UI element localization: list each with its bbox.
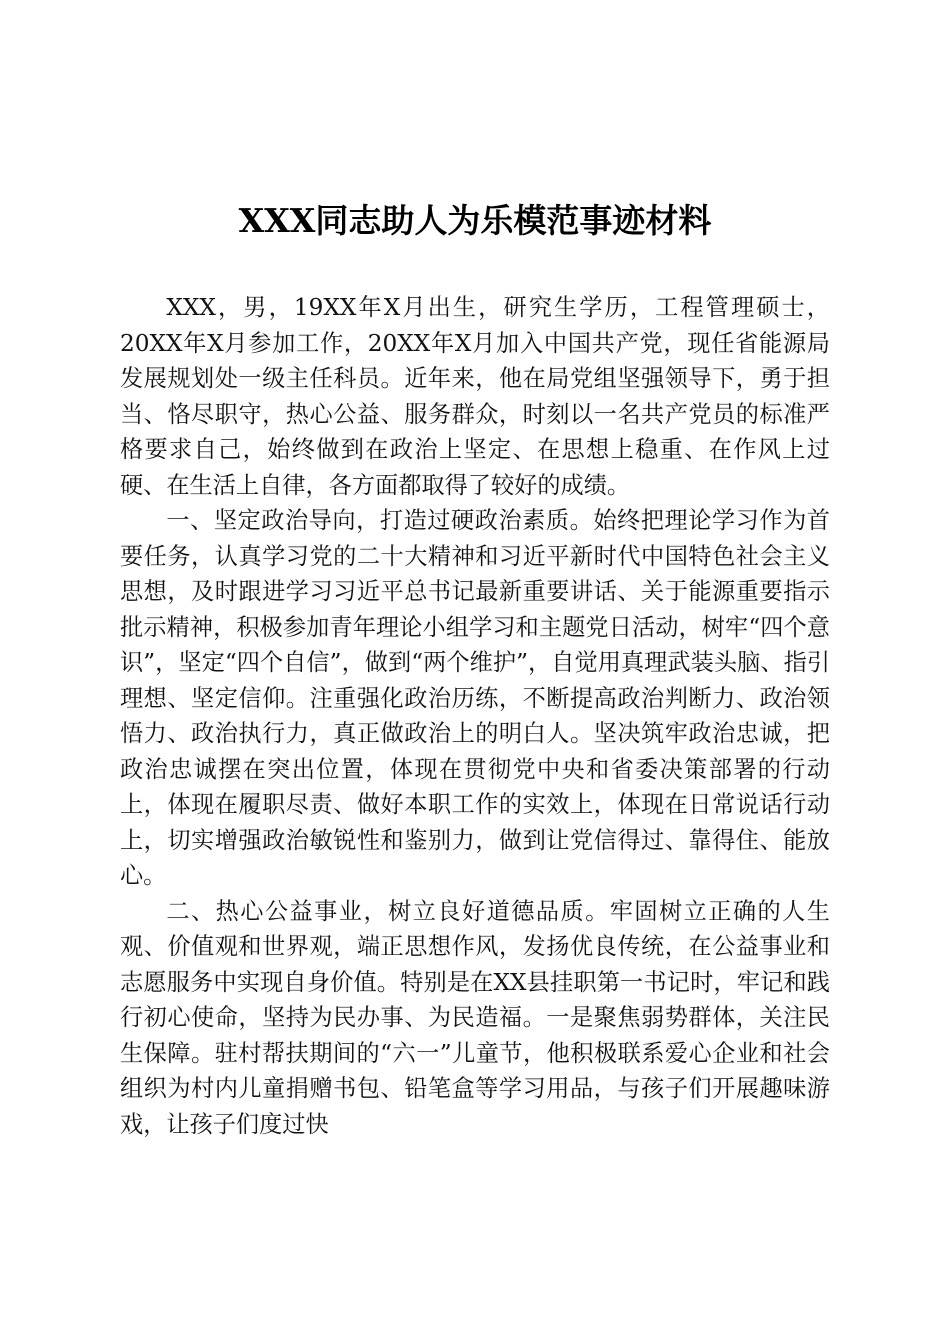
paragraph-intro: XXX，男，19XX年X月出生，研究生学历，工程管理硕士，20XX年X月参加工作，20XX年X月加入中国共产党，现任省能源局发展规划处一级主任科员。近年来，他在局党组坚强领导下，勇于担当、恪尽职守，热心公益、服务群众，时刻以一名共产党员的标准严格要求自己，始终做到在政治上坚定、在思想上稳重、在作风上过硬、在生活上自律，各方面都取得了较好的成绩。 [120,294,830,499]
paragraph-section-one: 一、坚定政治导向，打造过硬政治素质。始终把理论学习作为首要任务，认真学习党的二十大精神和习近平新时代中国特色社会主义思想，及时跟进学习习近平总书记最新重要讲话、关于能源重要指示批示精神，积极参加青年理论小组学习和主题党日活动，树牢“四个意识”，坚定“四个自信”，做到“两个维护”，自觉用真理武装头脑、指引理想、坚定信仰。注重强化政治历练，不断提高政治判断力、政治领悟力、政治执行力，真正做政治上的明白人。坚决筑牢政治忠诚，把政治忠诚摆在突出位置，体现在贯彻党中央和省委决策部署的行动上，体现在履职尽责、做好本职工作的实效上，体现在日常说话行动上，切实增强政治敏锐性和鉴别力，做到让党信得过、靠得住、能放心。 [120,507,830,889]
document-title: XXX同志助人为乐模范事迹材料 [238,201,712,240]
document-body [120,290,830,1142]
paragraph-section-two: 二、热心公益事业，树立良好道德品质。牢固树立正确的人生观、价值观和世界观，端正思想作风，发扬优良传统，在公益事业和志愿服务中实现自身价值。特别是在XX县挂职第一书记时，牢记和践行初心使命，坚持为民办事、为民造福。一是聚焦弱势群体，关注民生保障。驻村帮扶期间的“六一”儿童节，他积极联系爱心企业和社会组织为村内儿童捐赠书包、铅笔盒等学习用品，与孩子们开展趣味游戏，让孩子们度过快 [120,897,830,1138]
